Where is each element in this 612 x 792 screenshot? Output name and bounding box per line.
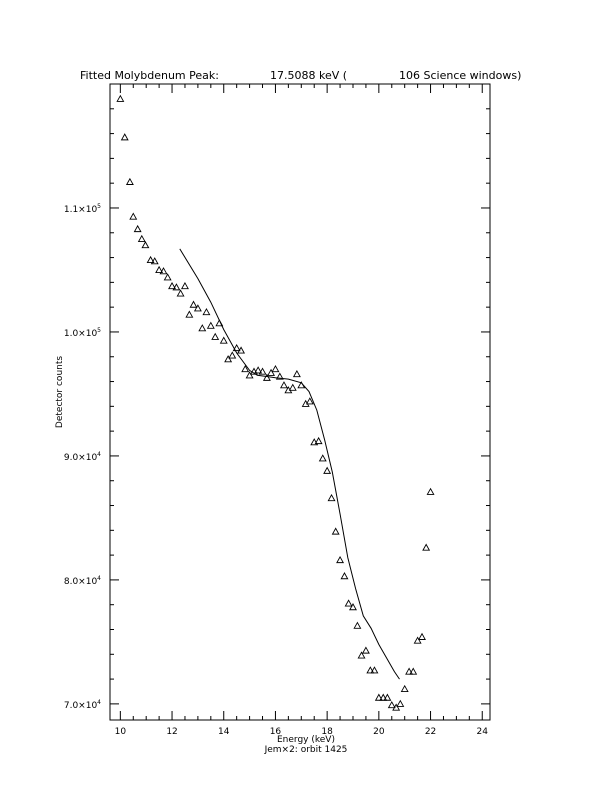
data-point bbox=[272, 366, 278, 372]
data-point bbox=[401, 686, 407, 692]
data-point bbox=[182, 283, 188, 289]
x-tick-label: 10 bbox=[114, 727, 127, 737]
x-tick-label: 20 bbox=[373, 727, 385, 737]
y-tick-label: $8.0\times 10^4$ bbox=[63, 574, 101, 587]
data-point bbox=[328, 495, 334, 501]
data-point bbox=[229, 352, 235, 358]
data-point bbox=[320, 455, 326, 461]
data-point bbox=[423, 544, 429, 550]
data-point bbox=[427, 489, 433, 495]
data-point bbox=[354, 623, 360, 629]
x-tick-label: 12 bbox=[166, 727, 178, 737]
y-tick-label: $7.0\times 10^4$ bbox=[63, 698, 101, 711]
data-point bbox=[397, 701, 403, 707]
x-axis-ticks bbox=[115, 84, 489, 737]
data-point bbox=[216, 320, 222, 326]
data-point bbox=[376, 694, 382, 700]
data-point bbox=[190, 301, 196, 307]
chart-title-part-2: 17.5088 keV ( bbox=[270, 69, 348, 82]
data-point bbox=[177, 290, 183, 296]
data-point bbox=[337, 557, 343, 563]
data-point bbox=[419, 634, 425, 640]
data-point bbox=[315, 438, 321, 444]
data-point bbox=[363, 647, 369, 653]
fit-curve-path bbox=[180, 249, 400, 679]
data-point bbox=[221, 337, 227, 343]
data-points bbox=[117, 96, 434, 710]
plot-frame bbox=[110, 84, 490, 720]
x-tick-label: 16 bbox=[269, 727, 282, 737]
x-tick-label: 24 bbox=[476, 727, 488, 737]
x-axis-label: Energy (keV) bbox=[277, 735, 335, 745]
data-point bbox=[281, 382, 287, 388]
data-point bbox=[127, 179, 133, 185]
data-point bbox=[290, 385, 296, 391]
data-point bbox=[142, 242, 148, 248]
data-point bbox=[212, 334, 218, 340]
chart-title-part-3: 106 Science windows) bbox=[399, 69, 522, 82]
data-point bbox=[199, 325, 205, 331]
chart-title-part-1: Fitted Molybdenum Peak: bbox=[80, 69, 219, 82]
data-point bbox=[122, 134, 128, 140]
x-tick-label: 22 bbox=[424, 727, 437, 737]
x-tick-label: 18 bbox=[321, 727, 333, 737]
data-point bbox=[389, 702, 395, 708]
y-tick-label: $1.1\times 10^5$ bbox=[63, 202, 101, 215]
data-point bbox=[130, 213, 136, 219]
data-point bbox=[324, 468, 330, 474]
y-tick-label: $1.0\times 10^5$ bbox=[63, 326, 101, 339]
y-axis-label: Detector counts bbox=[55, 355, 65, 429]
data-point bbox=[294, 371, 300, 377]
y-axis-ticks bbox=[64, 84, 490, 711]
data-point bbox=[332, 528, 338, 534]
data-point bbox=[225, 356, 231, 362]
plot-border bbox=[110, 84, 490, 720]
data-point bbox=[186, 311, 192, 317]
data-point bbox=[345, 600, 351, 606]
data-point bbox=[164, 274, 170, 280]
data-point bbox=[208, 323, 214, 329]
data-point bbox=[203, 309, 209, 315]
data-point bbox=[139, 236, 145, 242]
x-tick-label: 14 bbox=[218, 727, 230, 737]
chart-footer: Jem×2: orbit 1425 bbox=[264, 745, 348, 755]
data-point bbox=[117, 96, 123, 102]
y-tick-label: $9.0\times 10^4$ bbox=[63, 450, 101, 463]
data-point bbox=[341, 573, 347, 579]
data-point bbox=[233, 345, 239, 351]
fit-curve bbox=[180, 249, 400, 679]
data-point bbox=[134, 226, 140, 232]
